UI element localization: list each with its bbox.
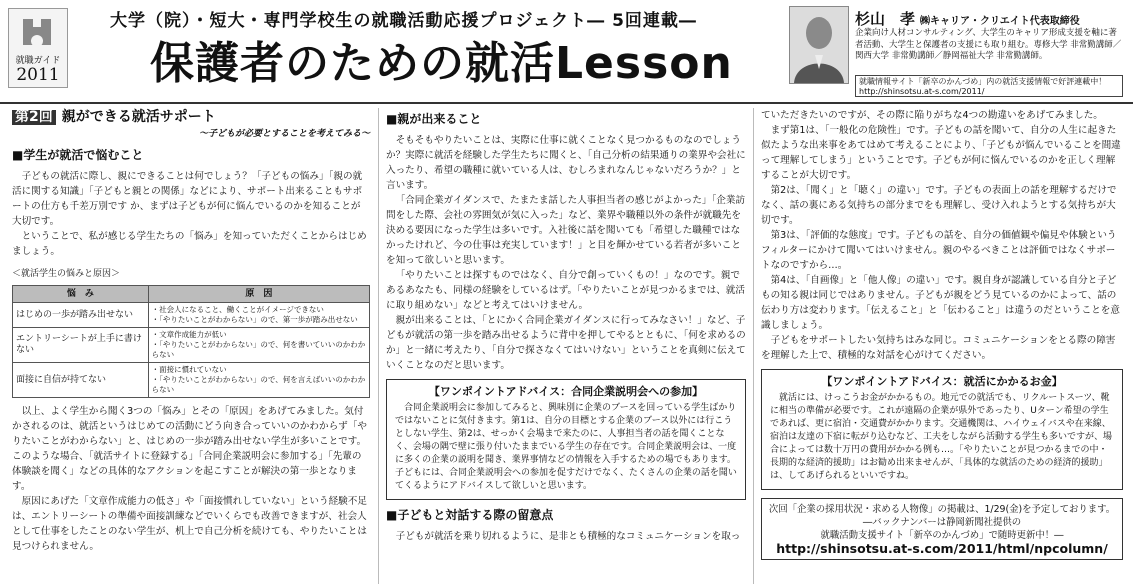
next-issue-notice xyxy=(761,498,1123,560)
paragraph: 第4は、「自画像」と「他人像」の違い」です。親自身が認識している自分と子どもの知る親は同じではありません。子どもが親をどう見ているのかによって、話の伝わり方は変わります。「伝えること」と「伝わること」は違うのだということを意識しましょう。 xyxy=(761,275,1120,331)
author-photo xyxy=(789,6,849,84)
advice-heading: 【ワンポイントアドバイス：就活にかかるお金】 xyxy=(821,375,1063,388)
cause-cell: ・面接に慣れていない ・「やりたいことがわからない」ので、何を言えばいいのかわからない xyxy=(148,363,369,398)
author-role: ㈱キャリア・クリエイト代表取締役 xyxy=(920,16,1080,27)
table-row xyxy=(13,363,370,398)
logo-year: 2011 xyxy=(16,65,60,85)
paragraph: 親が出来ることは、「とにかく合同企業ガイダンスに行ってみなさい！」など、子どもが就活の第一歩を踏み出せるように背中を押してやるとともに、「何を求めるのか」と一緒に考えたり、「自分で探さなくてはいけない」ということを真剣に伝えていくことなのだと思います。 xyxy=(386,315,746,371)
column-2 xyxy=(386,108,746,544)
paragraph: ということで、私が感じる学生たちの「悩み」を知っていただくことからはじめましょう。 xyxy=(12,231,367,257)
advice-text: 合同企業説明会に参加してみると、興味別に企業のブースを回っている学生ばかりではないことに気付きます。第1は、自分の目標とする企業のブース以外には行こうとしない学生、第2は、せっかく会場まで来たのに、人事担当者の話を聞くことなく、会場の隅で壁に張り付いたままでいる学生の存在です。合同企業説明会は、一度に多くの企業の説明を聞き、業界事情などの情報を入手するための場でもあります。子どもには、合同企業説明会への参加を促すだけでなく、たくさんの企業の話を聞いてくるようにアドバイスして欲しいと思います。 xyxy=(395,403,737,491)
cause-cell: ・文章作成能力が低い ・「やりたいことがわからない」ので、何を書いていいのかわからない xyxy=(148,328,369,363)
column-1 xyxy=(12,108,370,554)
logo-caption: 就職ガイド xyxy=(15,56,61,66)
notice-line: ―バックナンバーは静岡新聞社提供の xyxy=(862,517,1022,528)
backnumber-link[interactable]: http://shinsotsu.at-s.com/2011/html/npcolumn/ xyxy=(776,541,1108,556)
episode-tag: 第2回 xyxy=(12,110,56,125)
table-header: 悩 み xyxy=(13,286,149,303)
notice-line: 就職活動支援サイト「新卒のかんづめ」で随時更新中！― xyxy=(820,530,1064,541)
header-divider xyxy=(0,102,1133,104)
worry-cause-table xyxy=(12,285,370,398)
paragraph: 子どもをサポートしたい気持ちはみな同じ。コミュニケーションをとる際の障害を理解した上で、積極的な対話を心がけてください。 xyxy=(761,335,1116,361)
article-subtitle: ～子どもが必要とすることを考えてみる～ xyxy=(198,129,370,139)
table-row xyxy=(13,328,370,363)
advice-text: 就活には、けっこうお金がかかるもの。地元での就活でも、リクルートスーツ、靴に相当の準備が必要です。これが遠隔の企業が県外であったり、Uターン希望の学生であれば、更に宿泊・交通費がかかります。交通機関は、ハイウェイバスや在来線、宿泊は友達の下宿に転がり込むなど、工夫をしながら活動する学生も多いですが、場合によっては数十万円の費用がかかる例も…。「やりたいことが見つかるまでの中・長期的な経済的援助」はお勧め出来ませんが、「具体的な就活のための経済的援助」は、してあげられるといいですね。 xyxy=(770,393,1113,481)
author-name: 杉山 孝 xyxy=(855,10,916,28)
paragraph: 原因にあげた「文章作成能力の低さ」や「面接慣れしていない」という経験不足は、エントリーシートの準備や面接訓練などでいくらでも改善できますが、社会人として仕事をしたことのない学生が、机上で自己分析を続けても、やりたいことは見つけられません。 xyxy=(12,496,367,552)
table-caption: ＜就活学生の悩みと原因＞ xyxy=(12,269,121,279)
article-title: 親ができる就活サポート xyxy=(61,109,216,125)
page-title: 保護者のための就活Lesson xyxy=(150,38,733,89)
series-logo xyxy=(8,8,68,88)
paragraph: 「合同企業ガイダンスで、たまたま話した人事担当者の感じがよかった」「企業訪問をした際、会社の雰囲気が気に入った」など、業界や職種以外の条件が就職先を決める要因になった学生は多いです。入社後に話を聞いても「希望した職種ではなかったけれど、今の仕事は充実しています！」と目を輝かせている若者が多いことを知って欲しいと思います。 xyxy=(386,195,746,266)
notice-line: 次回「企業の採用状況・求める人物像」の掲載は、1/29(金)を予定しております。 xyxy=(768,504,1116,515)
section-heading: ■学生が就活で悩むこと xyxy=(12,148,144,162)
promo-box: 就職情報サイト「新卒のかんづめ」内の就活支援情報で好評連載中！ http://shinsotsu.at-s.com/2011/ xyxy=(855,75,1123,97)
column-3 xyxy=(761,108,1123,560)
worry-cell: はじめの一歩が踏み出せない xyxy=(13,303,149,328)
table-row xyxy=(13,303,370,328)
paragraph: 第2は、「聞く」と「聴く」の違い」です。子どもの表面上の話を理解するだけでなく、話の裏にある気持ちの部分までをも理解し、受け入れようとする気持ちが大切です。 xyxy=(761,185,1117,226)
section-heading: ■子どもと対話する際の留意点 xyxy=(386,508,554,522)
paragraph: 子どもの就活に際し、親にできることは何でしょう？「子どもの悩み」「親の就活に関する知識」「子どもと親との関係」などにより、サポート出来ることもサポートの仕方も千差万別です か、まずは子どもが何に悩んでいるのかを知ることが大切です。 xyxy=(12,171,363,227)
series-subtitle: 大学（院）・短大・専門学校生の就職活動応援プロジェクト― 5回連載― xyxy=(110,11,697,31)
section-heading: ■親が出来ること xyxy=(386,112,482,126)
paragraph: 「やりたいことは探すものではなく、自分で創っていくもの！」なのです。親であるあなたも、同様の経験をしているはず。「やりたいことが見つかるまでは、就活に取り組めない」などと考えてはいけません。 xyxy=(386,270,745,311)
paragraph: 子どもが就活を乗り切れるように、是非とも積極的なコミュニケーションを取っ xyxy=(395,531,741,542)
paragraph: まず第1は、「一般化の危険性」です。子どもの話を聞いて、自分の人生に起きた似たような出来事をあてはめて考えることにより、「子どもが悩んでいることを間違って理解してしまう」ということです。子どもが何に悩んでいるのかを正しく理解することが大切です。 xyxy=(761,125,1121,181)
paragraph: ていただきたいのですが、その際に陥りがちな4つの勘違いをあげてみました。 xyxy=(761,110,1103,121)
author-bio: 企業向け人材コンサルティング、大学生のキャリア形成支援を軸に著者活動、大学生と保護者の支援にも取り組む。専修大学 非常勤講師／関西大学 非常勤講師／静岡福祉大学 非常勤講師。 xyxy=(855,28,1122,61)
advice-box xyxy=(386,379,746,500)
worry-cell: エントリーシートが上手に書けない xyxy=(13,328,149,363)
worry-cell: 面接に自信が持てない xyxy=(13,363,149,398)
column-divider xyxy=(378,108,379,584)
logo-mark-icon xyxy=(17,15,57,49)
article-heading xyxy=(12,110,370,125)
column-divider xyxy=(753,108,754,584)
advice-heading: 【ワンポイントアドバイス：合同企業説明会への参加】 xyxy=(428,385,704,398)
paragraph: 以上、よく学生から聞く3つの「悩み」とその「原因」をあげてみました。気付かされるのは、就活というはじめての活動にどう向き合っていいのかわからず「やりたいことがわからない」と、はじめの一歩が踏み出せない学生が多いことです。このような場合、「就活サイトに登録する」「合同企業説明会に参加する」「先輩の体験談を聞く」などの具体的なアクションを起こすことが解決の第一歩となります。 xyxy=(12,406,367,492)
cause-cell: ・社会人になること、働くことがイメージできない ・「やりたいことがわからない」ので、第一歩が踏み出せない xyxy=(148,303,369,328)
advice-box xyxy=(761,369,1123,490)
paragraph: 第3は、「評価的な態度」です。子どもの話を、自分の価値観や偏見や体験というフィルターにかけて聞いてはいけません。親のやるべきことは評価ではなくサポートなのですから…。 xyxy=(761,230,1117,271)
person-icon xyxy=(790,7,848,83)
table-header: 原 因 xyxy=(148,286,369,303)
paragraph: そもそもやりたいことは、実際に仕事に就くことなく見つかるものなのでしょうか？実際に就活を経験した学生たちに聞くと、「自己分析の結果通りの業界や会社に入ったり、希望の職種に就いている人は、むしろまれなんじゃないだろうか？」と言います。 xyxy=(386,135,746,191)
